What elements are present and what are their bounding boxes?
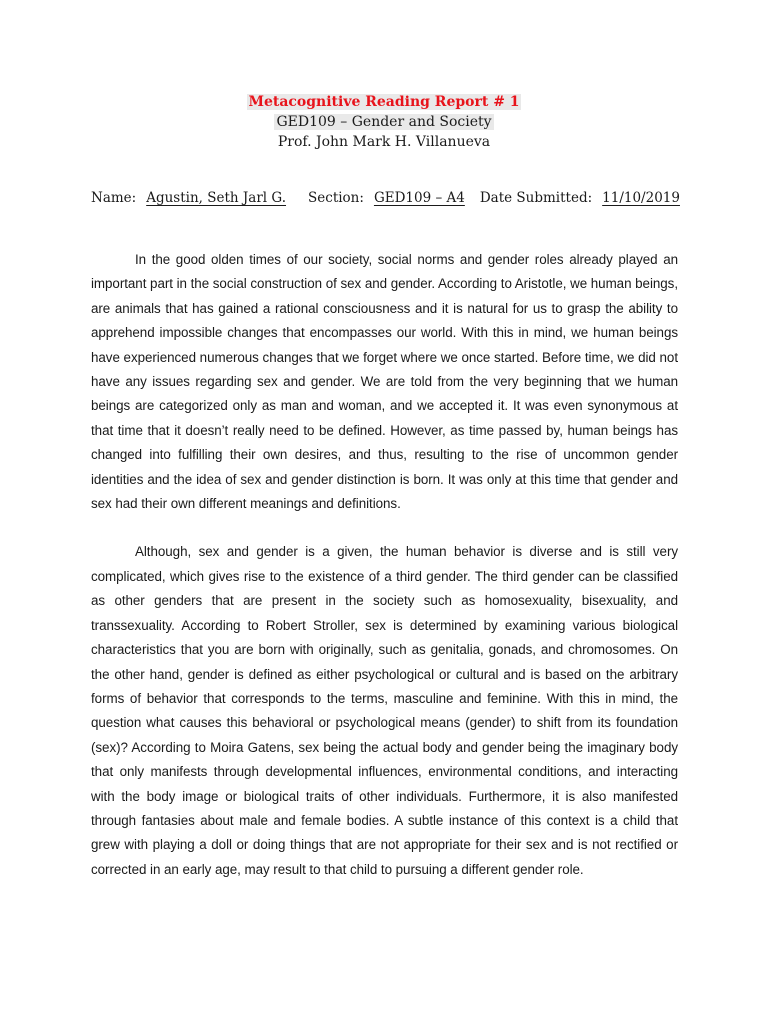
course-name: GED109 – Gender and Society xyxy=(276,114,492,130)
section-label: Section: xyxy=(308,190,364,206)
report-header xyxy=(0,92,768,152)
paragraph: Although, sex and gender is a given, the human behavior is diverse and is still very complicated, which gives rise to the existence of a third gender. The third gender can be classified as other genders that are present in the society such as homosexuality, bisexuality, and transsexuality. According to Robert Stroller, sex is determined by examining various biological characteristics that you are born with originally, such as genitalia, gonads, and chromosomes. On the other hand, gender is defined as either psychological or cultural and is based on the arbitrary forms of behavior that corresponds to the terms, masculine and feminine. With this in mind, the question what causes this behavioral or psychological means (gender) to shift from its foundation (sex)? According to Moira Gatens, sex being the actual body and gender being the imaginary body that only manifests through developmental influences, environmental conditions, and interacting with the body image or biological traits of other individuals. Furthermore, it is also manifested through fantasies about male and female bodies. A subtle instance of this context is a child that grew with playing a doll or doing things that are not appropriate for their sex and is not rectified or corrected in an early age, may result to that child to pursuing a different gender role. xyxy=(91,544,678,877)
student-info-line xyxy=(91,188,680,208)
section-value: GED109 – A4 xyxy=(373,190,465,206)
date-value: 11/10/2019 xyxy=(602,190,680,206)
name-value: Agustin, Seth Jarl G. xyxy=(146,190,287,206)
report-body xyxy=(91,248,678,882)
name-label: Name: xyxy=(91,190,137,206)
report-title: Metacognitive Reading Report # 1 xyxy=(248,94,520,110)
date-label: Date Submitted: xyxy=(479,190,593,206)
professor-name: Prof. John Mark H. Villanueva xyxy=(277,134,491,150)
paragraph: In the good olden times of our society, social norms and gender roles already played an important part in the social construction of sex and gender. According to Aristotle, we human beings, are animals that has gained a rational consciousness and it is natural for us to grasp the ability to apprehend impossible changes that encompasses our world. With this in mind, we human beings have experienced numerous changes that we forget where we once started. Before time, we did not have any issues regarding sex and gender. We are told from the very beginning that we human beings are categorized only as man and woman, and we accepted it. It was even synonymous at that time that it doesn’t really need to be defined. However, as time passed by, human beings has changed into fulfilling their own desires, and thus, resulting to the rise of uncommon gender identities and the idea of sex and gender distinction is born. It was only at this time that gender and sex had their own different meanings and definitions. xyxy=(91,252,678,512)
